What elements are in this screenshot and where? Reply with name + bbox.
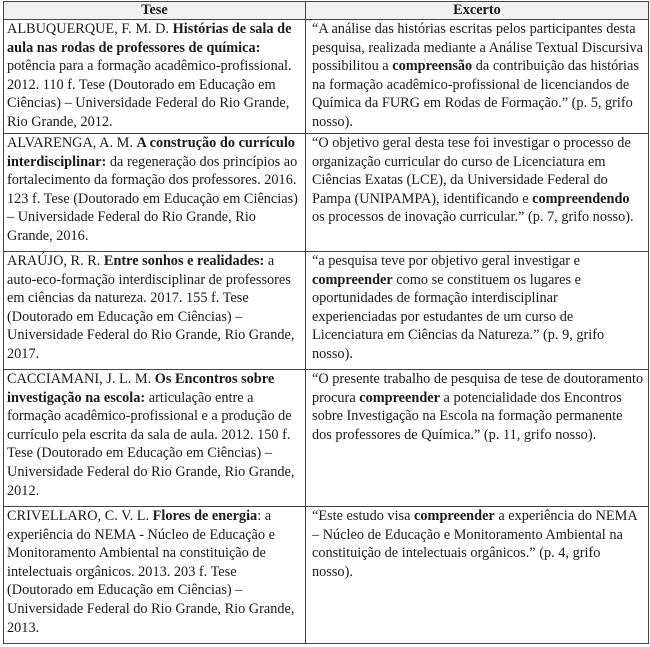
tese-author: ARAÚJO, R. R.	[7, 253, 104, 269]
tese-details: da regeneração dos princípios ao fortalecimento da formação dos professores. 2016. 123 f. Tese (Doutorado em Educação em Ciências) – Universidade Federal do Rio Grande, Rio Grande, 2016.	[7, 153, 298, 244]
header-row	[4, 2, 649, 20]
excerto-keyword: compreensão	[392, 58, 473, 75]
tese-cell	[4, 370, 306, 507]
excerto-before: “O presente trabalho de pesquisa de tese de doutoramento procura	[312, 371, 644, 406]
excerto-cell	[306, 507, 649, 644]
tese-title: Histórias de sala de aula nas rodas de professores de química:	[7, 21, 292, 56]
header-excerto: Excerto	[306, 2, 649, 20]
table-row	[4, 507, 649, 644]
theses-table	[3, 1, 649, 644]
excerto-cell	[306, 252, 649, 370]
table-row	[4, 134, 649, 252]
tese-title: A construção do currículo interdisciplinar:	[7, 135, 295, 170]
tese-cell	[4, 252, 306, 370]
excerto-cell	[306, 134, 649, 252]
tese-cell	[4, 134, 306, 252]
excerto-before: “a pesquisa teve por objetivo geral investigar e	[312, 253, 580, 269]
excerto-after: da contribuição das histórias na formação acadêmico-profissional de licenciandos de Química da FURG em Rodas de Formação.” (p. 5, grifo nosso).	[312, 58, 639, 130]
table-row	[4, 370, 649, 507]
excerto-keyword: compreendendo	[532, 190, 630, 207]
excerto-keyword: compreender	[414, 508, 495, 524]
excerto-cell	[306, 370, 649, 507]
tese-details: potência para a formação acadêmico-profissional. 2012. 110 f. Tese (Doutorado em Educação em Ciências) – Universidade Federal do Rio Grande, Rio Grande, 2012.	[7, 58, 292, 130]
excerto-before: “Este estudo visa	[312, 508, 415, 524]
tese-author: CRIVELLARO, C. V. L.	[7, 508, 153, 524]
tese-title: Os Encontros sobre investigação na escola:	[7, 371, 275, 406]
tese-details: a auto-eco-formação interdisciplinar de professores em ciências da natureza. 2017. 155 f. Tese (Doutorado em Educação em Ciências) – Universidade Federal do Rio Grande, Rio Grande, 2017.	[7, 253, 295, 362]
excerto-before: “A análise das histórias escritas pelos participantes desta pesquisa, realizada mediante a Análise Textual Discursiva possibilitou a	[312, 21, 644, 75]
tese-cell	[4, 507, 306, 644]
tese-author: CACCIAMANI, J. L. M.	[7, 371, 155, 387]
excerto-cell	[306, 20, 649, 134]
tese-title: Entre sonhos e realidades:	[103, 253, 265, 269]
tese-author: ALVARENGA, A. M.	[7, 135, 137, 151]
tese-details: : a experiência do NEMA - Núcleo de Educação e Monitoramento Ambiental na constituição de intelectuais orgânicos. 2013. 203 f. Tese (Doutorado em Educação em Ciências) – Universidade Federal do Rio Grande, Rio Grande, 2013.	[7, 508, 295, 636]
header-tese: Tese	[4, 2, 306, 20]
excerto-after: a experiência do NEMA – Núcleo de Educação e Monitoramento Ambiental na constituição de intelectuais orgânicos.” (p. 4, grifo nosso).	[312, 508, 637, 580]
excerto-after: a potencialidade dos Encontros sobre Investigação na Escola na formação permanente dos professores de Química.” (p. 11, grifo nosso).	[312, 389, 623, 443]
excerto-keyword: compreender	[359, 389, 440, 406]
excerto-before: “O objetivo geral desta tese foi investigar o processo de organização curricular do curso de Licenciatura em Ciências Exatas (LCE), da Universidade Federal do Pampa (UNIPAMPA), identificando e	[312, 135, 631, 207]
table-row	[4, 252, 649, 370]
tese-details: articulação entre a formação acadêmico-profissional e a produção de currículo pela escrita da sala de aula. 2012. 150 f. Tese (Doutorado em Educação em Ciências) – Universidade Federal do Rio Grande, Rio Grande, 2012.	[7, 389, 295, 499]
tese-cell	[4, 20, 306, 134]
excerto-after: como se constituem os lugares e oportunidades de formação interdisciplinar experienciadas por estudantes de um curso de Licenciatura em Ciências da Natureza.” (p. 9, grifo nosso).	[312, 271, 605, 362]
excerto-keyword: compreender	[312, 271, 393, 288]
table-row	[4, 20, 649, 134]
tese-title: Flores de energia	[152, 508, 258, 524]
excerto-after: os processos de inovação curricular.” (p. 7, grifo nosso).	[312, 209, 634, 226]
tese-author: ALBUQUERQUE, F. M. D.	[7, 21, 173, 37]
